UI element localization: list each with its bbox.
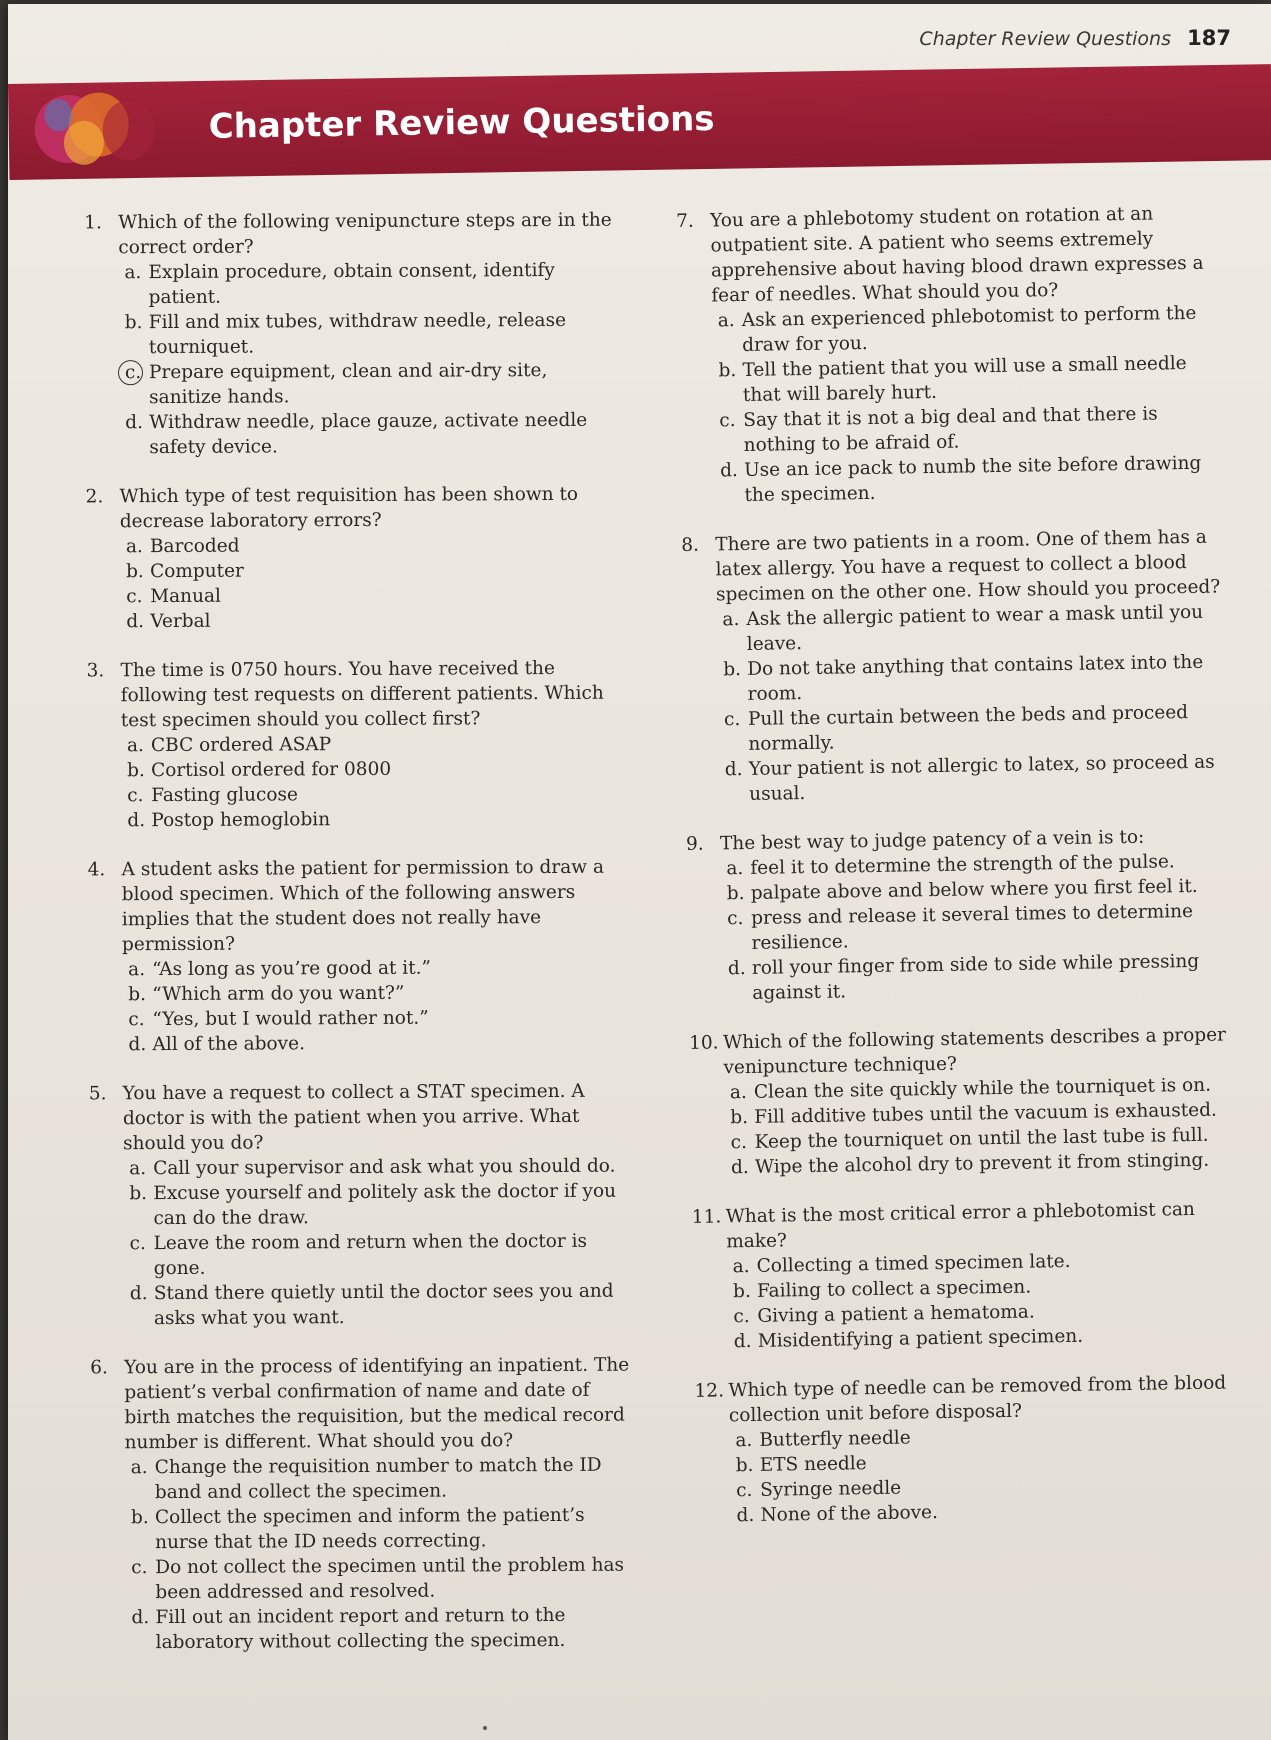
option-a: a. Collecting a timed specimen late. [732, 1250, 1071, 1278]
question-number: 12. [694, 1380, 725, 1402]
option-c: c. Keep the tourniquet on until the last tube is full. [730, 1124, 1209, 1154]
option-d: d. Withdraw needle, place gauze, activate needle safety device. [125, 409, 588, 459]
question-1 [84, 208, 625, 461]
question-stem: What is the most critical error a phlebotomist can make? [725, 1198, 1196, 1253]
option-b: b. Fill additive tubes until the vacuum is exhausted. [730, 1099, 1218, 1129]
option-d: d. Your patient is not allergic to latex, so proceed as usual. [724, 751, 1215, 805]
option-a: a. Ask the allergic patient to wear a mask until you leave. [722, 601, 1204, 655]
option-b: b. “Which arm do you want?” [128, 982, 405, 1006]
option-a: a. feel it to determine the strength of the pulse. [726, 851, 1175, 880]
option-c: c. Giving a patient a hematoma. [733, 1301, 1035, 1328]
question-stem: Which type of needle can be removed from the blood collection unit before disposal? [728, 1372, 1227, 1427]
option-d: d. All of the above. [128, 1033, 306, 1056]
option-c: c. Do not collect the specimen until the problem has been addressed and resolved. [131, 1554, 625, 1604]
option-b: b. Fill and mix tubes, withdraw needle, release tourniquet. [124, 309, 567, 359]
option-a: a. CBC ordered ASAP [126, 734, 332, 757]
option-b: b. Failing to collect a specimen. [732, 1276, 1032, 1303]
question-stem: You are in the process of identifying an inpatient. The patient’s verbal confirmation of name and date of birth matches the requisition, but the medical record number is different. What should you do? [124, 1354, 630, 1454]
question-3 [87, 656, 628, 834]
option-b: b. palpate above and below where you first feel it. [726, 875, 1198, 905]
option-c: c. Syringe needle [735, 1477, 902, 1502]
option-b: b. Do not take anything that contains latex into the room. [723, 651, 1204, 705]
question-10 [689, 1022, 1231, 1180]
question-number: 9. [685, 833, 704, 855]
question-number: 2. [85, 486, 104, 508]
option-a: a. “As long as you’re good at it.” [128, 957, 432, 981]
left-column [84, 208, 632, 1680]
question-stem: Which type of test requisition has been shown to decrease laboratory errors? [119, 483, 579, 533]
option-a: a. Butterfly needle [735, 1427, 911, 1452]
option-b: b. Computer [125, 560, 244, 583]
option-d: d. Misidentifying a patient specimen. [733, 1325, 1084, 1353]
option-c: c. Pull the curtain between the beds and proceed normally. [723, 702, 1189, 755]
option-c: c. press and release it several times to determine resilience. [726, 900, 1194, 954]
option-c: c. Leave the room and return when the doctor is gone. [129, 1230, 588, 1280]
option-a: a. Clean the site quickly while the tourniquet is on. [729, 1074, 1212, 1104]
question-stem: You have a request to collect a STAT specimen. A doctor is with the patient when you arrive. What should you do? [122, 1080, 585, 1155]
question-9 [686, 823, 1229, 1006]
question-number: 8. [681, 534, 700, 556]
option-d: d. Stand there quietly until the doctor sees you and asks what you want. [129, 1280, 614, 1330]
option-b: b. ETS needle [735, 1453, 867, 1477]
question-stem: You are a phlebotomy student on rotation at an outpatient site. A patient who seems extremely apprehensive about having blood drawn expresses a fear of needles. What should you do? [710, 203, 1204, 307]
option-d: d. roll your finger from side to side while pressing against it. [727, 950, 1200, 1004]
question-stem: Which of the following venipuncture steps are in the correct order? [118, 209, 612, 259]
option-d: d. Wipe the alcohol dry to prevent it from stinging. [730, 1149, 1210, 1179]
page-mark [483, 1726, 487, 1730]
question-number: 4. [87, 859, 106, 881]
question-7 [676, 201, 1221, 509]
decorative-art-icon [28, 83, 179, 173]
option-a: a. Explain procedure, obtain consent, identify patient. [124, 259, 555, 309]
question-stem: The best way to judge patency of a vein is to: [719, 826, 1145, 855]
question-12 [694, 1370, 1236, 1528]
option-c: c. Manual [126, 585, 221, 608]
question-number: 7. [676, 210, 695, 232]
option-a: a. Barcoded [125, 535, 240, 558]
option-c: c. Say that it is not a big deal and that there is nothing to be afraid of. [719, 403, 1158, 456]
option-b: b. Tell the patient that you will use a small needle that will barely hurt. [718, 352, 1187, 406]
question-number: 1. [84, 212, 102, 234]
question-stem: The time is 0750 hours. You have received the following test requests on different patients. Which test specimen should you collect first? [120, 657, 604, 732]
option-d: d. Fill out an incident report and return to the laboratory without collecting the specimen. [131, 1604, 566, 1654]
question-stem: There are two patients in a room. One of them has a latex allergy. You have a request to collect a blood specimen on the other one. How should you proceed? [715, 526, 1221, 606]
option-d: d. Verbal [126, 610, 211, 633]
option-a: a. Change the requisition number to match the ID band and collect the specimen. [130, 1454, 602, 1504]
question-number: 5. [88, 1083, 107, 1105]
question-5 [89, 1079, 630, 1332]
textbook-page [8, 4, 1271, 1740]
option-b: b. Excuse yourself and politely ask the doctor if you can do the draw. [129, 1180, 617, 1230]
question-number: 6. [90, 1357, 108, 1379]
option-b: b. Cortisol ordered for 0800 [127, 758, 392, 782]
option-c: c. Fasting glucose [127, 784, 298, 807]
chapter-banner [8, 64, 1271, 180]
question-number: 10. [688, 1032, 719, 1054]
question-stem: A student asks the patient for permission to draw a blood specimen. Which of the following answers implies that the student does not really have permission? [121, 856, 605, 956]
option-a: a. Ask an experienced phlebotomist to perform the draw for you. [717, 302, 1197, 356]
question-6 [90, 1353, 632, 1656]
option-a: a. Call your supervisor and ask what you should do. [129, 1155, 616, 1180]
option-b: b. Collect the specimen and inform the patient’s nurse that the ID needs correcting. [130, 1504, 585, 1554]
page-number: 187 [1187, 26, 1231, 50]
option-c: c. “Yes, but I would rather not.” [128, 1007, 429, 1031]
question-2 [86, 482, 627, 635]
question-8 [681, 524, 1225, 807]
option-d: d. Postop hemoglobin [127, 809, 331, 832]
option-d: d. Use an ice pack to numb the site before drawing the specimen. [719, 452, 1202, 506]
chapter-title: Chapter Review Questions [208, 98, 715, 147]
question-number: 3. [86, 660, 105, 682]
option-d: d. None of the above. [736, 1502, 939, 1527]
right-column [676, 201, 1237, 1553]
question-number: 11. [691, 1206, 722, 1228]
question-4 [88, 855, 629, 1058]
option-c: c. Prepare equipment, clean and air-dry site, sanitize hands. [85, 358, 625, 411]
question-11 [692, 1196, 1234, 1354]
question-stem: Which of the following statements describes a proper venipuncture technique? [722, 1024, 1227, 1079]
running-head: Chapter Review Questions [919, 28, 1171, 50]
